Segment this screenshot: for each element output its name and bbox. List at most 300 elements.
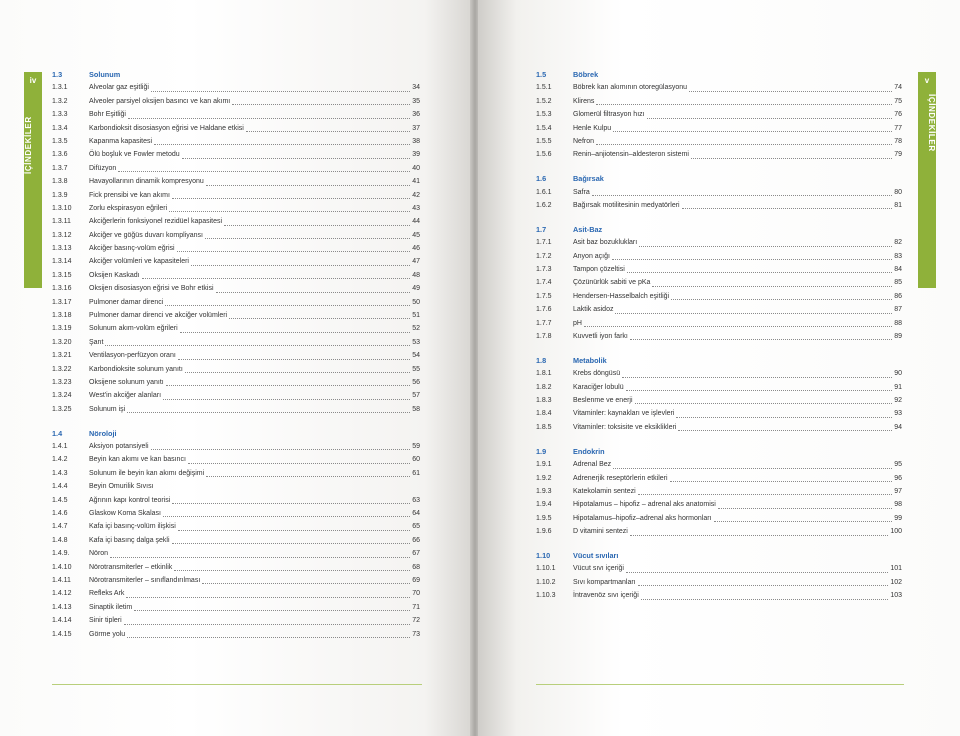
- entry-number: 1.3.9: [52, 191, 68, 199]
- toc-entry[interactable]: [536, 562, 902, 575]
- dot-leader: [596, 102, 892, 105]
- entry-title: Laktik asidoz: [573, 306, 614, 314]
- toc-entry[interactable]: [536, 512, 902, 525]
- right-page: [478, 0, 960, 736]
- toc-entry[interactable]: [52, 628, 420, 641]
- entry-title: Hipotalamus–hipofiz–adrenal aks hormonları: [573, 514, 712, 522]
- toc-entry[interactable]: [52, 534, 420, 547]
- toc-entry[interactable]: [536, 236, 902, 249]
- entry-title: Havayollarının dinamik kompresyonu: [89, 178, 204, 186]
- entry-title: Tampon çözeltisi: [573, 266, 625, 274]
- dot-leader: [635, 401, 893, 404]
- dot-leader: [613, 129, 892, 132]
- entry-page-number: 81: [894, 202, 902, 209]
- dot-leader: [154, 142, 410, 145]
- toc-entry[interactable]: [52, 467, 420, 480]
- entry-number: 1.4.8: [52, 536, 68, 544]
- dot-leader: [206, 474, 410, 477]
- toc-entry[interactable]: [536, 330, 902, 343]
- toc-entry[interactable]: [536, 122, 902, 135]
- entry-title: Vitaminler: kaynakları ve işlevleri: [573, 410, 675, 418]
- entry-title: Bohr Eşitliği: [89, 111, 126, 119]
- entry-page-number: 67: [412, 550, 420, 558]
- toc-entry[interactable]: [52, 389, 420, 402]
- toc-entry[interactable]: [536, 589, 902, 602]
- toc-entry[interactable]: [536, 263, 902, 276]
- entry-title: Beyin Omurilik Sıvısı: [89, 483, 154, 491]
- toc-entry[interactable]: [536, 276, 902, 289]
- entry-page-number: 52: [412, 325, 420, 333]
- dot-leader: [639, 244, 892, 247]
- toc-entry[interactable]: [52, 376, 420, 389]
- toc-entry[interactable]: [52, 363, 420, 376]
- section-title: Bağırsak: [573, 174, 604, 184]
- entry-page-number: 43: [412, 204, 420, 212]
- entry-number: 1.9.1: [536, 461, 552, 469]
- entry-number: 1.3.23: [52, 378, 72, 386]
- toc-entry[interactable]: [52, 547, 420, 560]
- entry-page-number: 63: [412, 496, 420, 504]
- section-number: 1.10: [536, 551, 551, 561]
- dot-leader: [652, 284, 892, 287]
- entry-title: Sinaptik iletim: [89, 603, 133, 611]
- section-number: 1.7: [536, 225, 547, 235]
- right-tab-label: İÇİNDEKİLER: [927, 94, 936, 152]
- dot-leader: [682, 206, 893, 209]
- entry-page-number: 84: [894, 266, 902, 274]
- entry-title: Oksijen Kaskadı: [89, 271, 140, 279]
- entry-page-number: 53: [412, 338, 420, 346]
- entry-title: Solunum işi: [89, 405, 126, 413]
- section-number: 1.4: [52, 428, 63, 438]
- entry-page-number: 41: [412, 178, 420, 186]
- left-tab-label: İÇİNDEKİLER: [24, 116, 33, 174]
- entry-page-number: 68: [412, 563, 420, 571]
- toc-entry[interactable]: [536, 381, 902, 394]
- dot-leader: [110, 555, 410, 558]
- entry-page-number: 82: [894, 239, 902, 247]
- toc-entry[interactable]: [536, 95, 902, 108]
- entry-number: 1.3.4: [52, 124, 68, 132]
- toc-entry[interactable]: [52, 561, 420, 574]
- entry-title: Adrenal Bez: [573, 461, 612, 469]
- toc-entry[interactable]: [536, 148, 902, 161]
- entry-title: Akciğer volümleri ve kapasiteleri: [89, 258, 189, 266]
- toc-entry[interactable]: [52, 81, 420, 94]
- toc-entry[interactable]: [52, 614, 420, 627]
- entry-number: 1.4.13: [52, 603, 72, 611]
- section-number: 1.9: [536, 446, 547, 456]
- toc-entry[interactable]: [52, 494, 420, 507]
- entry-page-number: 96: [894, 474, 902, 482]
- entry-title: West'in akciğer alanları: [89, 392, 162, 400]
- entry-title: Alveoler parsiyel oksijen basıncı ve kan akımı: [89, 97, 231, 105]
- dot-leader: [670, 479, 893, 482]
- entry-page-number: 51: [412, 312, 420, 320]
- dot-leader: [151, 447, 411, 450]
- entry-page-number: 34: [412, 84, 420, 92]
- entry-number: 1.3.14: [52, 258, 72, 266]
- entry-page-number: 91: [894, 383, 902, 391]
- entry-title: Oksijen disosiasyon eğrisi ve Bohr etkisi: [89, 285, 214, 293]
- toc-entry[interactable]: [52, 453, 420, 466]
- entry-page-number: 92: [894, 397, 902, 405]
- dot-leader: [229, 316, 410, 319]
- left-chapter-tab: [24, 72, 42, 288]
- entry-number: 1.8.2: [536, 383, 552, 391]
- entry-number: 1.3.5: [52, 137, 68, 145]
- left-page: [0, 0, 472, 736]
- entry-title: Ağrının kapı kontrol teorisi: [89, 496, 171, 504]
- entry-page-number: 86: [894, 292, 902, 300]
- entry-number: 1.3.17: [52, 298, 72, 306]
- entry-number: 1.4.4: [52, 483, 68, 491]
- entry-number: 1.4.1: [52, 443, 68, 451]
- toc-section: [536, 223, 902, 344]
- toc-entry[interactable]: [536, 186, 902, 199]
- entry-page-number: 102: [890, 578, 902, 586]
- dot-leader: [626, 570, 888, 573]
- dot-leader: [627, 270, 892, 273]
- dot-leader: [142, 276, 411, 279]
- entry-title: Şant: [89, 338, 104, 346]
- toc-entry[interactable]: [52, 269, 420, 282]
- entry-title: Kapanma kapasitesi: [89, 137, 153, 145]
- entry-number: 1.9.3: [536, 487, 552, 495]
- entry-title: Hipotalamus – hipofiz – adrenal aks anatomisi: [573, 501, 716, 509]
- toc-entry[interactable]: [536, 81, 902, 94]
- section-title: Metabolik: [573, 356, 607, 366]
- dot-leader: [676, 415, 892, 418]
- entry-number: 1.7.1: [536, 239, 552, 247]
- dot-leader: [127, 635, 410, 638]
- section-number: 1.3: [52, 70, 63, 80]
- toc-entry[interactable]: [536, 525, 902, 538]
- entry-page-number: 69: [412, 576, 420, 584]
- entry-page-number: 57: [412, 392, 420, 400]
- entry-title: Oksijene solunum yanıtı: [89, 378, 164, 386]
- toc-section: [536, 354, 902, 434]
- toc-entry[interactable]: [536, 317, 902, 330]
- toc-entry[interactable]: [52, 403, 420, 416]
- toc-entry[interactable]: [52, 309, 420, 322]
- entry-number: 1.3.15: [52, 271, 72, 279]
- dot-leader: [163, 514, 410, 517]
- entry-number: 1.10.2: [536, 578, 556, 586]
- entry-number: 1.3.22: [52, 365, 72, 373]
- toc-entry[interactable]: [536, 250, 902, 263]
- entry-number: 1.3.16: [52, 285, 72, 293]
- entry-title: Akciğerlerin fonksiyonel rezidüel kapasitesi: [89, 218, 223, 226]
- dot-leader: [188, 461, 410, 464]
- toc-entry[interactable]: [52, 507, 420, 520]
- entry-page-number: 61: [412, 469, 420, 477]
- entry-title: pH: [573, 319, 582, 327]
- entry-title: Glomerül filtrasyon hızı: [573, 111, 645, 119]
- toc-entry[interactable]: [536, 367, 902, 380]
- entry-number: 1.3.10: [52, 204, 72, 212]
- entry-page-number: 48: [412, 271, 420, 279]
- toc-entry[interactable]: [52, 282, 420, 295]
- entry-page-number: 58: [412, 405, 420, 413]
- entry-number: 1.5.4: [536, 124, 552, 132]
- toc-entry[interactable]: [52, 122, 420, 135]
- toc-entry[interactable]: [536, 421, 902, 434]
- entry-title: Klirens: [573, 97, 595, 105]
- dot-leader: [584, 324, 892, 327]
- entry-title: Kafa içi basınç-volüm ilişkisi: [89, 523, 176, 531]
- entry-title: Krebs döngüsü: [573, 370, 621, 378]
- dot-leader: [638, 583, 889, 586]
- dot-leader: [630, 337, 892, 340]
- toc-entry[interactable]: [536, 407, 902, 420]
- entry-number: 1.6.1: [536, 188, 552, 196]
- section-title: Solunum: [89, 70, 121, 80]
- toc-entry[interactable]: [52, 349, 420, 362]
- entry-number: 1.3.3: [52, 111, 68, 119]
- dot-leader: [224, 223, 410, 226]
- entry-number: 1.10.3: [536, 592, 556, 600]
- toc-entry[interactable]: [52, 322, 420, 335]
- toc-entry[interactable]: [52, 601, 420, 614]
- entry-page-number: 56: [412, 378, 420, 386]
- entry-number: 1.9.4: [536, 501, 552, 509]
- entry-title: Fick prensibi ve kan akımı: [89, 191, 170, 199]
- entry-number: 1.4.3: [52, 469, 68, 477]
- dot-leader: [592, 193, 892, 196]
- left-page-number: iv: [29, 76, 37, 85]
- entry-page-number: 99: [894, 514, 902, 522]
- entry-page-number: 46: [412, 245, 420, 253]
- section-number: 1.6: [536, 174, 547, 184]
- entry-title: Henle Kulpu: [573, 124, 612, 132]
- entry-page-number: 89: [894, 333, 902, 341]
- entry-page-number: 73: [412, 630, 420, 638]
- entry-title: Sinir tipleri: [89, 617, 122, 625]
- entry-title: D vitamini sentezi: [573, 528, 628, 536]
- dot-leader: [622, 375, 892, 378]
- entry-page-number: 55: [412, 365, 420, 373]
- entry-number: 1.6.2: [536, 202, 552, 209]
- dot-leader: [678, 428, 892, 431]
- toc-entry[interactable]: [536, 472, 902, 485]
- toc-entry[interactable]: [52, 255, 420, 268]
- dot-leader: [596, 142, 892, 145]
- entry-page-number: 90: [894, 370, 902, 378]
- entry-page-number: 72: [412, 617, 420, 625]
- toc-entry[interactable]: [536, 199, 902, 212]
- entry-title: Katekolamin sentezi: [573, 487, 636, 495]
- entry-title: Görme yolu: [89, 630, 126, 638]
- entry-page-number: 87: [894, 306, 902, 314]
- entry-number: 1.4.10: [52, 563, 72, 571]
- entry-title: Sıvı kompartmanları: [573, 578, 636, 586]
- entry-number: 1.9.5: [536, 514, 552, 522]
- toc-entry[interactable]: [52, 215, 420, 228]
- dot-leader: [232, 102, 410, 105]
- dot-leader: [178, 528, 410, 531]
- section-heading: [536, 172, 902, 185]
- section-title: Vücut sıvıları: [573, 551, 619, 561]
- entry-number: 1.3.1: [52, 84, 68, 92]
- toc-entry[interactable]: [52, 336, 420, 349]
- entry-number: 1.8.1: [536, 370, 552, 378]
- dot-leader: [177, 249, 411, 252]
- entry-page-number: 83: [894, 252, 902, 260]
- section-number: 1.5: [536, 70, 547, 80]
- entry-page-number: 44: [412, 218, 420, 226]
- entry-title: Solunum akım-volüm eğrileri: [89, 325, 178, 333]
- dot-leader: [128, 116, 410, 119]
- entry-title: Akciğer basınç-volüm eğrisi: [89, 245, 175, 253]
- entry-number: 1.3.19: [52, 325, 72, 333]
- toc-entry[interactable]: [536, 485, 902, 498]
- toc-entry[interactable]: [52, 189, 420, 202]
- entry-page-number: 60: [412, 456, 420, 464]
- toc-entry[interactable]: [52, 242, 420, 255]
- right-page-number: v: [924, 76, 930, 85]
- entry-title: Adrenerjik reseptörlerin etkileri: [573, 474, 668, 482]
- entry-title: Vitaminler: toksisite ve eksiklikleri: [573, 423, 677, 431]
- entry-page-number: 49: [412, 285, 420, 293]
- dot-leader: [714, 519, 893, 522]
- dot-leader: [172, 196, 410, 199]
- entry-number: 1.4.11: [52, 576, 71, 584]
- entry-number: 1.3.25: [52, 405, 72, 413]
- entry-number: 1.3.11: [52, 218, 71, 226]
- entry-number: 1.7.7: [536, 319, 552, 327]
- entry-number: 1.3.12: [52, 231, 72, 239]
- toc-entry[interactable]: [52, 135, 420, 148]
- entry-title: Kafa içi basınç dalga şekli: [89, 536, 170, 544]
- entry-title: Beyin kan akımı ve kan basıncı: [89, 456, 186, 464]
- entry-number: 1.4.2: [52, 456, 68, 464]
- entry-number: 1.7.3: [536, 266, 552, 274]
- entry-page-number: 45: [412, 231, 420, 239]
- entry-title: Karaciğer lobulü: [573, 383, 624, 391]
- entry-number: 1.8.4: [536, 410, 552, 418]
- dot-leader: [124, 622, 411, 625]
- entry-title: Ölü boşluk ve Fowler metodu: [89, 151, 180, 159]
- toc-entry[interactable]: [52, 440, 420, 453]
- toc-entry[interactable]: [52, 229, 420, 242]
- toc-entry[interactable]: [536, 498, 902, 511]
- toc-section: [536, 445, 902, 539]
- entry-page-number: 36: [412, 111, 420, 119]
- entry-title: Karbondioksite solunum yanıtı: [89, 365, 183, 373]
- dot-leader: [216, 290, 411, 293]
- toc-entry[interactable]: [536, 458, 902, 471]
- entry-page-number: 97: [894, 487, 902, 495]
- dot-leader: [638, 492, 893, 495]
- entry-title: Solunum ile beyin kan akımı değişimi: [89, 469, 205, 477]
- dot-leader: [246, 129, 410, 132]
- entry-page-number: 75: [894, 97, 902, 105]
- entry-title: İntravenöz sıvı içeriği: [573, 592, 639, 600]
- entry-number: 1.3.6: [52, 151, 68, 159]
- dot-leader: [689, 89, 892, 92]
- entry-title: Anyon açığı: [573, 252, 610, 260]
- toc-entry[interactable]: [52, 95, 420, 108]
- dot-leader: [182, 156, 411, 159]
- dot-leader: [127, 410, 410, 413]
- entry-page-number: 103: [890, 592, 902, 600]
- dot-leader: [166, 383, 411, 386]
- entry-title: Difüzyon: [89, 164, 117, 172]
- entry-page-number: 37: [412, 124, 420, 132]
- entry-title: Alveolar gaz eşitliği: [89, 84, 149, 92]
- toc-entry[interactable]: [52, 587, 420, 600]
- toc-entry[interactable]: [536, 303, 902, 316]
- entry-number: 1.5.5: [536, 137, 552, 145]
- toc-entry[interactable]: [52, 148, 420, 161]
- toc-entry[interactable]: [536, 108, 902, 121]
- dot-leader: [615, 311, 892, 314]
- section-heading: [52, 427, 420, 440]
- section-heading: [536, 223, 902, 236]
- toc-entry[interactable]: [536, 576, 902, 589]
- toc-entry[interactable]: [52, 162, 420, 175]
- toc-entry[interactable]: [52, 574, 420, 587]
- toc-entry[interactable]: [52, 202, 420, 215]
- entry-title: Çözünürlük sabiti ve pKa: [573, 279, 651, 287]
- entry-number: 1.7.8: [536, 333, 552, 341]
- dot-leader: [163, 397, 410, 400]
- entry-title: Kuvvetli iyon farkı: [573, 333, 628, 341]
- entry-page-number: 39: [412, 151, 420, 159]
- toc-entry[interactable]: [52, 296, 420, 309]
- toc-section: [536, 68, 902, 162]
- entry-title: Refleks Ark: [89, 590, 125, 598]
- toc-entry[interactable]: [52, 480, 420, 493]
- entry-number: 1.7.4: [536, 279, 552, 287]
- entry-title: Safra: [573, 188, 590, 196]
- dot-leader: [172, 501, 410, 504]
- dot-leader: [626, 388, 893, 391]
- entry-title: Nefron: [573, 137, 595, 145]
- section-title: Böbrek: [573, 70, 599, 80]
- entry-number: 1.5.1: [536, 84, 552, 92]
- toc-section: [52, 68, 420, 416]
- right-chapter-tab: [918, 72, 936, 288]
- dot-leader: [169, 209, 410, 212]
- dot-leader: [105, 343, 410, 346]
- toc-entry[interactable]: [52, 520, 420, 533]
- section-heading: [52, 68, 420, 81]
- entry-page-number: 76: [894, 111, 902, 119]
- dot-leader: [191, 263, 410, 266]
- entry-number: 1.4.7: [52, 523, 68, 531]
- toc-entry[interactable]: [536, 135, 902, 148]
- toc-entry[interactable]: [52, 175, 420, 188]
- toc-entry[interactable]: [52, 108, 420, 121]
- entry-title: Pulmoner damar direnci ve akciğer volümleri: [89, 312, 228, 320]
- dot-leader: [174, 568, 410, 571]
- entry-title: Aksiyon potansiyeli: [89, 443, 149, 451]
- entry-page-number: 74: [894, 84, 902, 92]
- toc-entry[interactable]: [536, 290, 902, 303]
- entry-page-number: 54: [412, 352, 420, 360]
- entry-number: 1.5.2: [536, 97, 552, 105]
- section-title: Nöroloji: [89, 428, 117, 438]
- entry-number: 1.9.6: [536, 528, 552, 536]
- entry-number: 1.7.2: [536, 252, 552, 260]
- entry-page-number: 50: [412, 298, 420, 306]
- dot-leader: [178, 357, 410, 360]
- entry-page-number: 47: [412, 258, 420, 266]
- toc-entry[interactable]: [536, 394, 902, 407]
- entry-number: 1.4.5: [52, 496, 68, 504]
